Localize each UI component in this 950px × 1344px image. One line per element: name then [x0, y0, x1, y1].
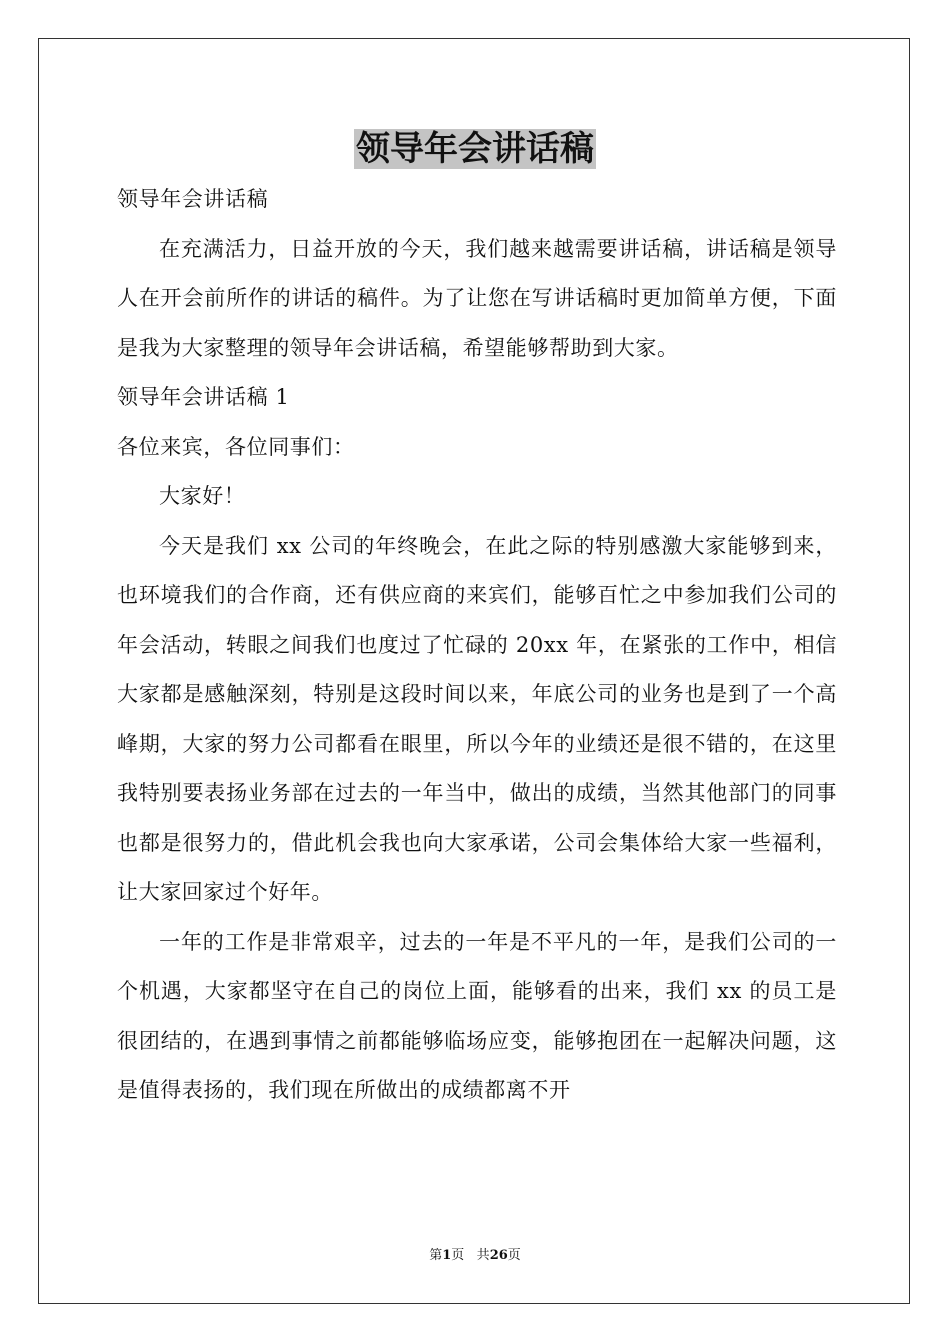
- paragraph-section-heading: 领导年会讲话稿 1: [117, 385, 290, 409]
- paragraph-body-1: 今天是我们 xx 公司的年终晚会，在此之际的特别感激大家能够到来，也环境我们的合作商，还有供应商的来宾们，能够百忙之中参加我们公司的年会活动，转眼之间我们也度过了忙碌的 20xx 年，在紧张的工作中，相信大家都是感触深刻，特别是这段时间以来，年底公司的业务也是到了一个高峰期，大家的努力公司都看在眼里，所以今年的业绩还是很不错的，在这里我特别要表扬业务部在过去的一年当中，做出的成绩，当然其他部门的同事也都是很努力的，借此机会我也向大家承诺，公司会集体给大家一些福利，让大家回家过个好年。: [117, 533, 837, 904]
- paragraph-subtitle: 领导年会讲话稿: [117, 187, 269, 211]
- document-title-text: 领导年会讲话稿: [356, 129, 594, 169]
- footer-page-suffix: 页: [451, 1248, 465, 1263]
- page-footer: [0, 1247, 950, 1265]
- paragraph-greeting: 大家好！: [159, 484, 246, 508]
- footer-page-prefix: 第: [429, 1248, 443, 1263]
- paragraph-intro: 在充满活力，日益开放的今天，我们越来越需要讲话稿，讲话稿是领导人在开会前所作的讲话的稿件。为了让您在写讲话稿时更加简单方便，下面是我为大家整理的领导年会讲话稿，希望能够帮助到大家。: [117, 236, 837, 360]
- footer-total-prefix: 共: [476, 1248, 490, 1263]
- footer-total-pages: 26: [489, 1248, 508, 1263]
- footer-page-number: 1: [442, 1248, 452, 1263]
- paragraph-salutation: 各位来宾，各位同事们：: [117, 434, 355, 459]
- document-title: [0, 126, 950, 172]
- document-body: [117, 175, 837, 1116]
- footer-total-suffix: 页: [507, 1248, 521, 1263]
- paragraph-body-2: 一年的工作是非常艰辛，过去的一年是不平凡的一年，是我们公司的一个机遇，大家都坚守在自己的岗位上面，能够看的出来，我们 xx 的员工是很团结的，在遇到事情之前都能够临场应变，能够抱团在一起解决问题，这是值得表扬的，我们现在所做出的成绩都离不开: [117, 929, 837, 1102]
